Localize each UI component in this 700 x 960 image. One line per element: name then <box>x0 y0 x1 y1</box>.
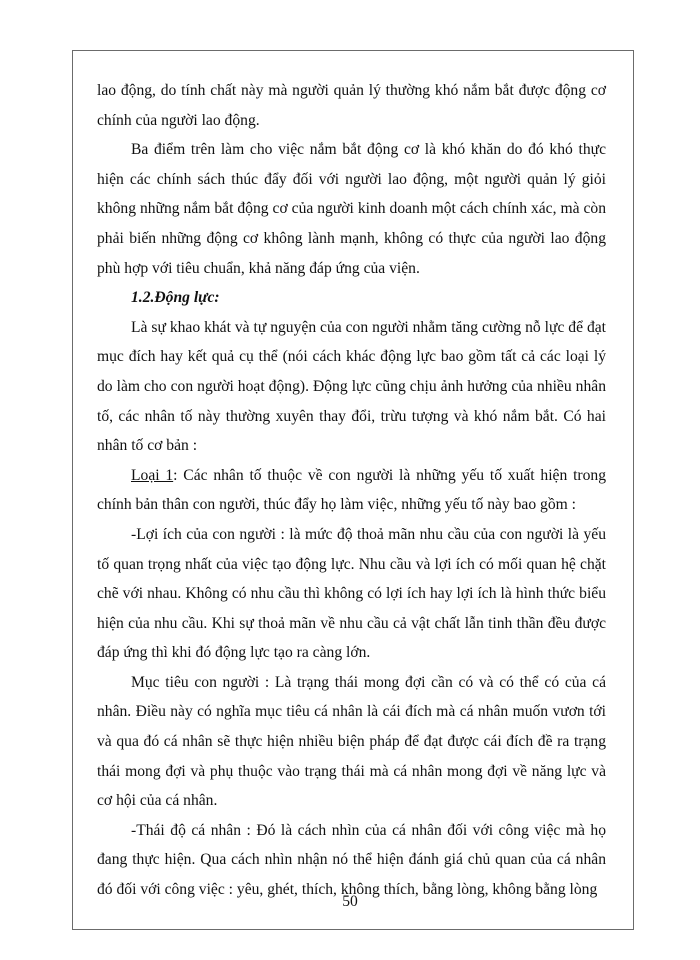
type-1-label: Loại 1 <box>131 466 174 484</box>
paragraph-continuation: lao động, do tính chất này mà người quản lý thường khó nắm bắt được động cơ chính của người lao động. <box>97 82 606 129</box>
paragraph-benefit: -Lợi ích của con người : là mức độ thoả mãn nhu cầu của con người là yếu tố quan trọng nhất của việc tạo động lực. Nhu cầu và lợi ích có mối quan hệ chặt chẽ với nhau. Không có nhu cầu thì không có lợi ích hay lợi ích là hình thức biểu hiện của nhu cầu. Khi sự thoả mãn về nhu cầu cả vật chất lẫn tinh thần đều được đáp ứng thì khi đó động lực tạo ra càng lớn. <box>97 525 606 662</box>
type-1-text: : Các nhân tố thuộc về con người là những yếu tố xuất hiện trong chính bản thân con người, thúc đẩy họ làm việc, những yếu tố này bao gồm : <box>97 466 606 514</box>
page-number: 50 <box>342 893 358 910</box>
paragraph-type-1 <box>97 461 606 520</box>
paragraph-motivation-definition: Là sự khao khát và tự nguyện của con người nhằm tăng cường nỗ lực để đạt mục đích hay kết quả cụ thể (nói cách khác động lực bao gồm tất cả các loại lý do làm cho con người hoạt động). Động lực cũng chịu ảnh hưởng của nhiều nhân tố, các nhân tố này thường xuyên thay đổi, trừu tượng và khó nắm bắt. Có hai nhân tố cơ bản : <box>97 318 606 455</box>
paragraph-attitude: -Thái độ cá nhân : Đó là cách nhìn của cá nhân đối với công việc mà họ đang thực hiện. Qua cách nhìn nhận nó thể hiện đánh giá chủ quan của cá nhân đó đối với công việc : yêu, ghét, thích, không thích, bằng lòng, không bằng lòng <box>97 821 606 899</box>
paragraph-three-points: Ba điểm trên làm cho việc nắm bắt động cơ là khó khăn do đó khó thực hiện các chính sách thúc đẩy đối với người lao động, một người quản lý giỏi không những nắm bắt động cơ của người kinh doanh một cách chính xác, mà còn phải biến những động cơ không lành mạnh, không có thực của người lao động phù hợp với tiêu chuẩn, khả năng đáp ứng của viện. <box>97 141 606 277</box>
paragraph-goal: Mục tiêu con người : Là trạng thái mong đợi cần có và có thể có của cá nhân. Điều này có nghĩa mục tiêu cá nhân là cái đích mà cá nhân muốn vươn tới và qua đó cá nhân sẽ thực hiện nhiều biện pháp để đạt được cái đích đề ra trạng thái mong đợi và phụ thuộc vào trạng thái mà cá nhân mong đợi về năng lực và cơ hội của cá nhân. <box>97 673 606 810</box>
page-content <box>97 76 606 905</box>
section-heading: 1.2.Động lực: <box>131 289 220 307</box>
